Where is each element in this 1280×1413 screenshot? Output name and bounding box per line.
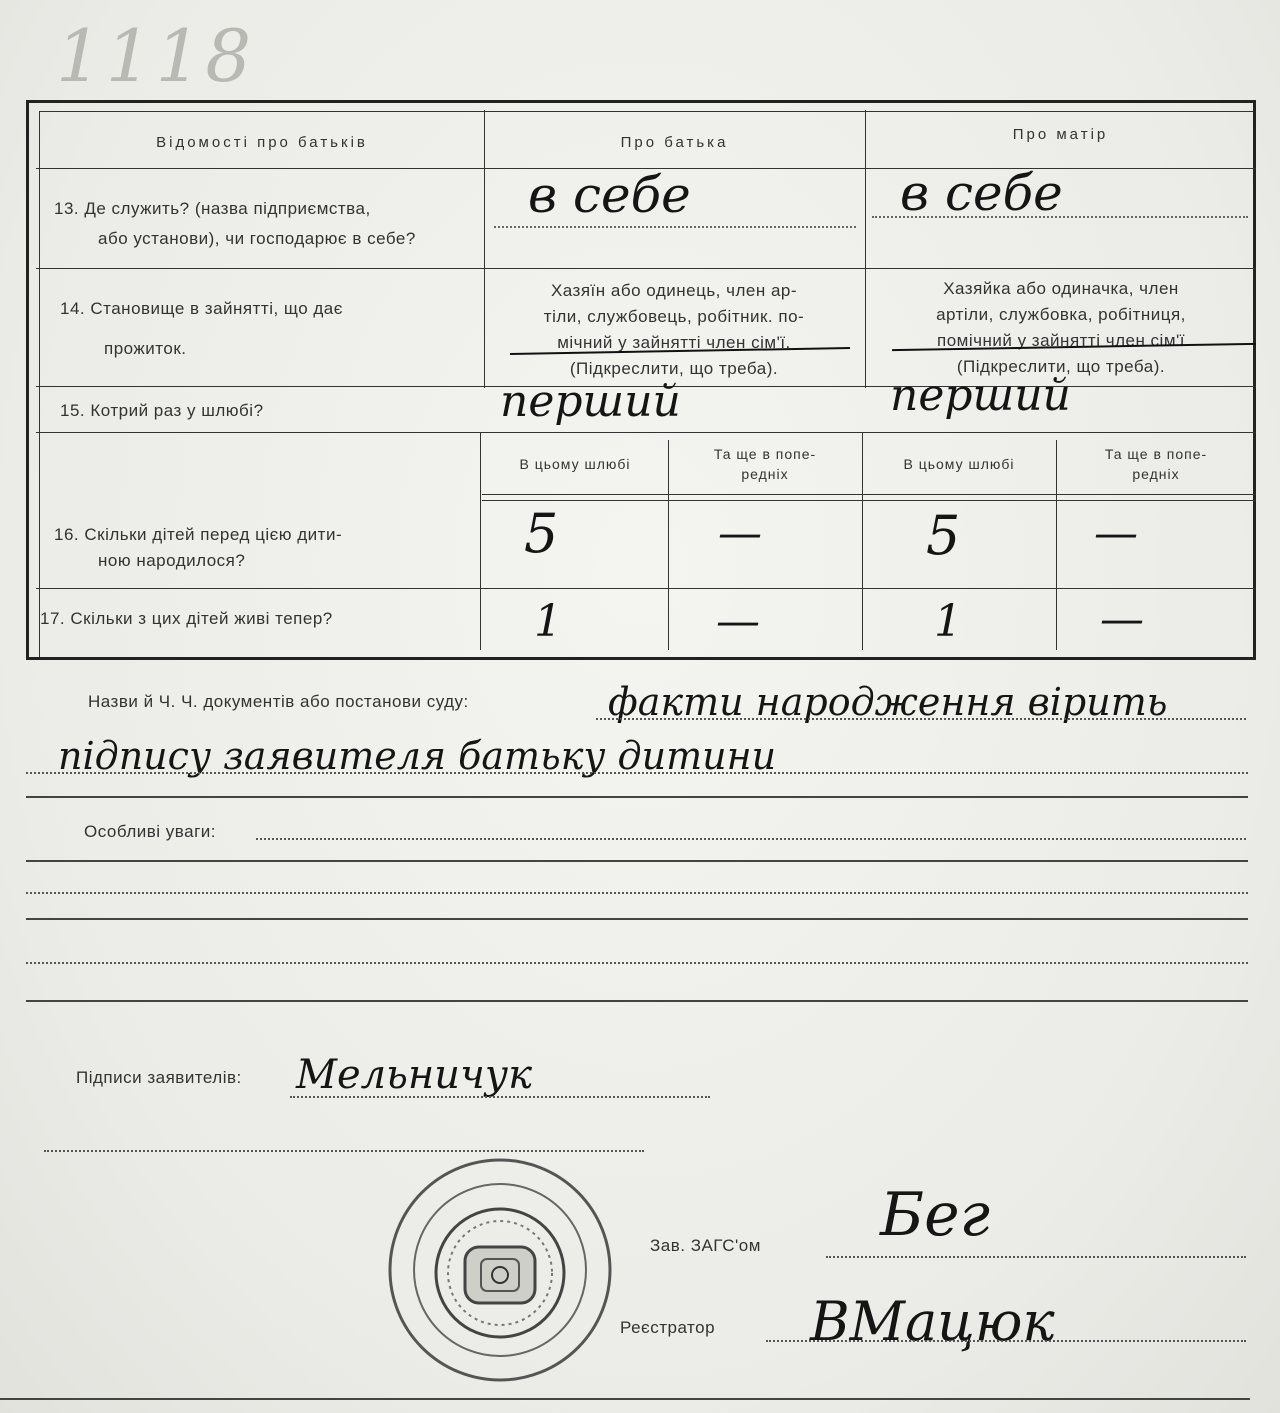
- dotted-line: [826, 1256, 1246, 1258]
- dotted-line: [494, 226, 856, 228]
- subheader-previous-line: Та ще в попе-: [1104, 446, 1208, 462]
- dotted-line: [290, 1096, 710, 1098]
- row17-mother-prev: —: [1100, 594, 1144, 645]
- row17-father-prev: —: [716, 596, 760, 647]
- row16-label-1: 16. Скільки дітей перед цією дити-: [54, 525, 343, 544]
- head-signature: Бег: [880, 1180, 990, 1250]
- row14-label-1: 14. Становище в зайнятті, що дає: [60, 299, 343, 318]
- subheader-previous-line: Та ще в попе-: [713, 446, 817, 462]
- documents-label: Назви й Ч. Ч. документів або постанови суду:: [88, 692, 469, 711]
- row14-father-options: [486, 278, 862, 382]
- row17-mother-this: 1: [934, 596, 962, 647]
- subheader-previous: [1056, 444, 1256, 484]
- mother-option-line: Хазяйка або одиначка, член: [943, 279, 1179, 298]
- dotted-line: [44, 1150, 644, 1152]
- grid-line: [480, 432, 481, 650]
- row16-mother-this: 5: [926, 504, 961, 567]
- row17-label: 17. Скільки з цих дітей живі тепер?: [40, 609, 333, 628]
- row14-label-2: прожиток.: [104, 339, 187, 358]
- grid-line: [36, 268, 1256, 269]
- row15-mother-value: перший: [890, 370, 1071, 421]
- signatures-value: Мельничук: [296, 1052, 532, 1098]
- official-stamp: [385, 1155, 615, 1385]
- dotted-line: [26, 962, 1248, 964]
- father-option-line: мічний у зайнятті член сім'ї.: [557, 333, 791, 352]
- head-label: Зав. ЗАГС'ом: [650, 1236, 761, 1255]
- signatures-label: Підписи заявителів:: [76, 1068, 242, 1087]
- dotted-line: [256, 838, 1246, 840]
- subheader-previous-line: редніх: [741, 466, 789, 482]
- grid-line: [484, 110, 485, 388]
- father-option-line: Хазяїн або одинець, член ар-: [550, 281, 798, 300]
- dotted-line: [766, 1340, 1246, 1342]
- documents-value-line2: підпису заявителя батьку дитини: [58, 734, 777, 778]
- rule-line: [26, 860, 1248, 862]
- row14-mother-options: [868, 276, 1254, 380]
- rule-line: [26, 918, 1248, 920]
- subheader-previous: [668, 444, 862, 484]
- mother-option-line: (Підкреслити, що треба).: [956, 357, 1166, 376]
- dotted-line: [26, 892, 1248, 894]
- registrar-signature: ВМацюк: [810, 1290, 1055, 1353]
- dotted-line: [596, 718, 1246, 720]
- rule-line: [26, 796, 1248, 798]
- subheader-previous-line: редніх: [1132, 466, 1180, 482]
- grid-line: [482, 494, 1256, 495]
- row16-label-2: ною народилося?: [98, 551, 246, 570]
- rule-line: [26, 1000, 1248, 1002]
- notes-label: Особливі уваги:: [84, 822, 217, 841]
- father-option-line: тіли, службовець, робітник. по-: [543, 307, 805, 326]
- mother-option-line: артіли, службовка, робітниця,: [936, 305, 1186, 324]
- grid-line: [36, 588, 1256, 589]
- registrar-label: Реєстратор: [620, 1318, 716, 1337]
- row13-mother-value: в себе: [900, 164, 1063, 222]
- row16-mother-prev: —: [1094, 508, 1138, 559]
- row16-father-this: 5: [524, 502, 559, 565]
- header-mother: Про матір: [1012, 126, 1109, 143]
- header-father: Про батька: [620, 134, 729, 151]
- row13-father-value: в себе: [528, 166, 691, 224]
- row13-label-2: або установи), чи господарює в себе?: [98, 229, 416, 248]
- header-info: Відомості про батьків: [156, 134, 368, 151]
- subheader-this-marriage: В цьому шлюбі: [903, 456, 1015, 472]
- row17-father-this: 1: [534, 596, 562, 647]
- archive-number: 1118: [56, 14, 256, 98]
- grid-line: [36, 432, 1256, 433]
- row15-label: 15. Котрий раз у шлюбі?: [60, 401, 264, 420]
- row15-father-value: перший: [500, 376, 681, 427]
- grid-line: [482, 500, 1256, 501]
- father-option-line: (Підкреслити, що треба).: [569, 359, 779, 378]
- grid-line: [865, 110, 866, 388]
- row13-label-1: 13. Де служить? (назва підприємства,: [54, 199, 371, 218]
- subheader-this-marriage: В цьому шлюбі: [519, 456, 631, 472]
- row16-father-prev: —: [718, 508, 762, 559]
- dotted-line: [26, 772, 1248, 774]
- mother-option-line: помічний у зайнятті член сім'ї: [937, 331, 1185, 350]
- documents-value-line1: факти народження вірить: [608, 680, 1168, 724]
- rule-line: [0, 1398, 1250, 1400]
